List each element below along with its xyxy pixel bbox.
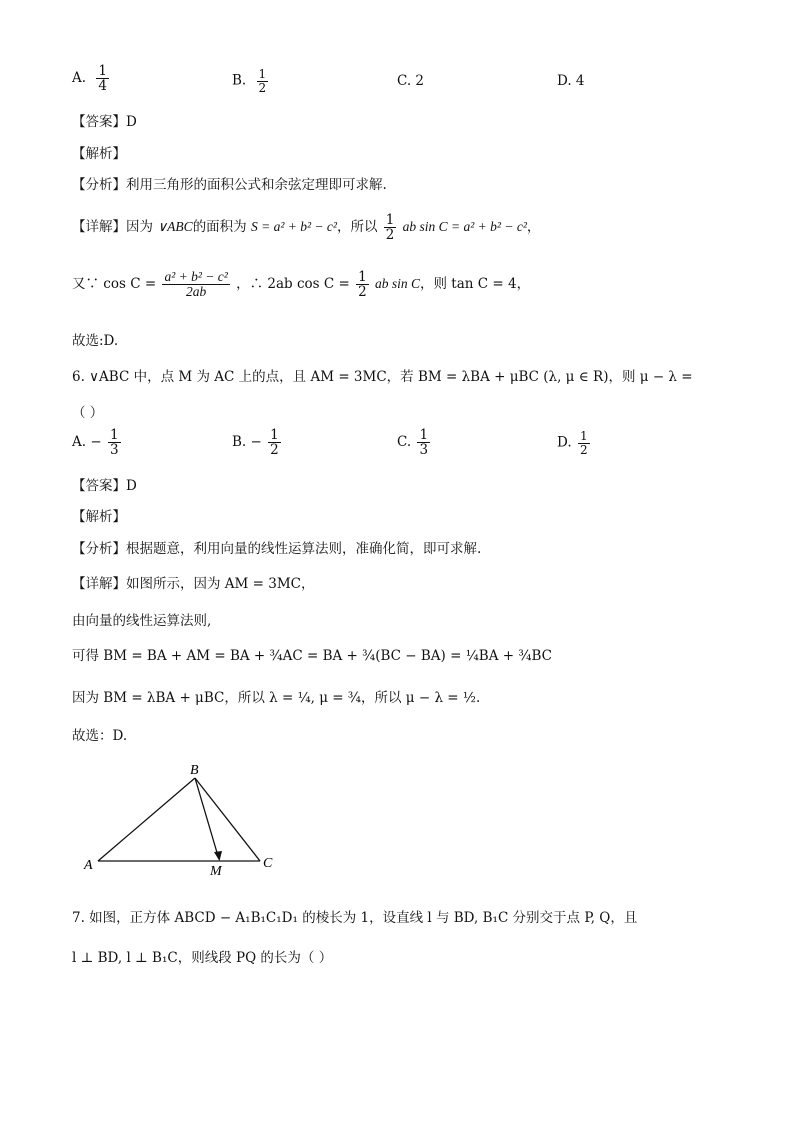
label-m: M <box>210 864 222 879</box>
q5-choose: 故选:D. <box>72 333 119 349</box>
q5-answer: 【答案】D <box>72 114 137 130</box>
fraction-half: $\frac{1}{2}$ <box>358 269 367 301</box>
q6-analysis-tag: 【解析】 <box>72 509 126 525</box>
q6-option-c: C. $\frac{1}{3}$ <box>397 427 429 459</box>
q6-answer: 【答案】D <box>72 478 137 494</box>
q7-line1: 7. 如图，正方体 ABCD − A₁B₁C₁D₁ 的棱长为 1，设直线 l 与 BD, B₁C 分别交于点 P, Q，且 <box>72 910 638 926</box>
q6-fenxi: 【分析】根据题意，利用向量的线性运算法则，准确化简，即可求解. <box>72 541 482 557</box>
label-b: B <box>190 763 199 778</box>
q5-fenxi: 【分析】利用三角形的面积公式和余弦定理即可求解. <box>72 177 387 193</box>
arrowhead-icon <box>214 851 222 861</box>
q5-you-line: 又∵ cos C = $\frac{\text{a² + b² − c²}}{2ab}$ ，∴ 2ab cos C = $\frac{1}{2}$ ab sin C，则 tan C = 4， <box>72 269 531 301</box>
q5-analysis-tag: 【解析】 <box>72 146 126 162</box>
side-bc <box>195 778 260 861</box>
q6-detail: 【详解】如图所示，因为 AM = 3MC， <box>72 576 315 592</box>
q6-choose: 故选：D. <box>72 728 128 744</box>
q5-option-b: B. $\frac{1}{2}$ <box>232 67 267 95</box>
q5-detail-line: 【详解】因为 ∨ABC的面积为 S = a² + b² − c²，所以 $\frac{1}{2}$ ab sin C = a² + b² − c²， <box>72 212 541 244</box>
q5-option-c: C. 2 <box>397 73 425 89</box>
q6-rule: 由向量的线性运算法则, <box>72 613 212 629</box>
fraction-half: $\frac{1}{2}$ <box>385 212 395 244</box>
triangle-figure <box>80 758 280 880</box>
label-a: A <box>84 858 93 873</box>
fraction: $\frac{1}{4}$ <box>98 63 107 95</box>
vector-bm <box>195 778 218 856</box>
q6-option-a: A. − $\frac{1}{3}$ <box>72 427 119 459</box>
option-label: A. <box>72 70 87 87</box>
q6-stem-line2: （ ） <box>72 405 104 421</box>
q5-option-d: D. 4 <box>557 73 585 89</box>
q6-stem-line1: 6. ∨ABC 中，点 M 为 AC 上的点，且 AM = 3MC，若 BM = λBA + μBC (λ, μ ∈ R)，则 μ − λ = <box>72 369 693 385</box>
q7-line2: l ⊥ BD, l ⊥ B₁C，则线段 PQ 的长为（ ） <box>72 950 333 966</box>
q6-because: 因为 BM = λBA + μBC，所以 λ = ¼, μ = ¾，所以 μ − λ = ½. <box>72 690 481 706</box>
q5-option-a <box>72 64 111 93</box>
label-c: C <box>263 856 273 871</box>
side-ab <box>98 778 195 861</box>
q6-option-b: B. − $\frac{1}{2}$ <box>232 427 279 459</box>
fraction: $\frac{1}{2}$ <box>258 67 267 95</box>
q6-option-d: D. $\frac{1}{2}$ <box>557 429 588 457</box>
q6-derive: 可得 BM = BA + AM = BA + ¾AC = BA + ¾(BC − BA) = ¼BA + ¾BC <box>72 648 552 664</box>
fraction-cos: $\frac{\text{a² + b² − c²}}{2ab}$ <box>164 269 228 300</box>
